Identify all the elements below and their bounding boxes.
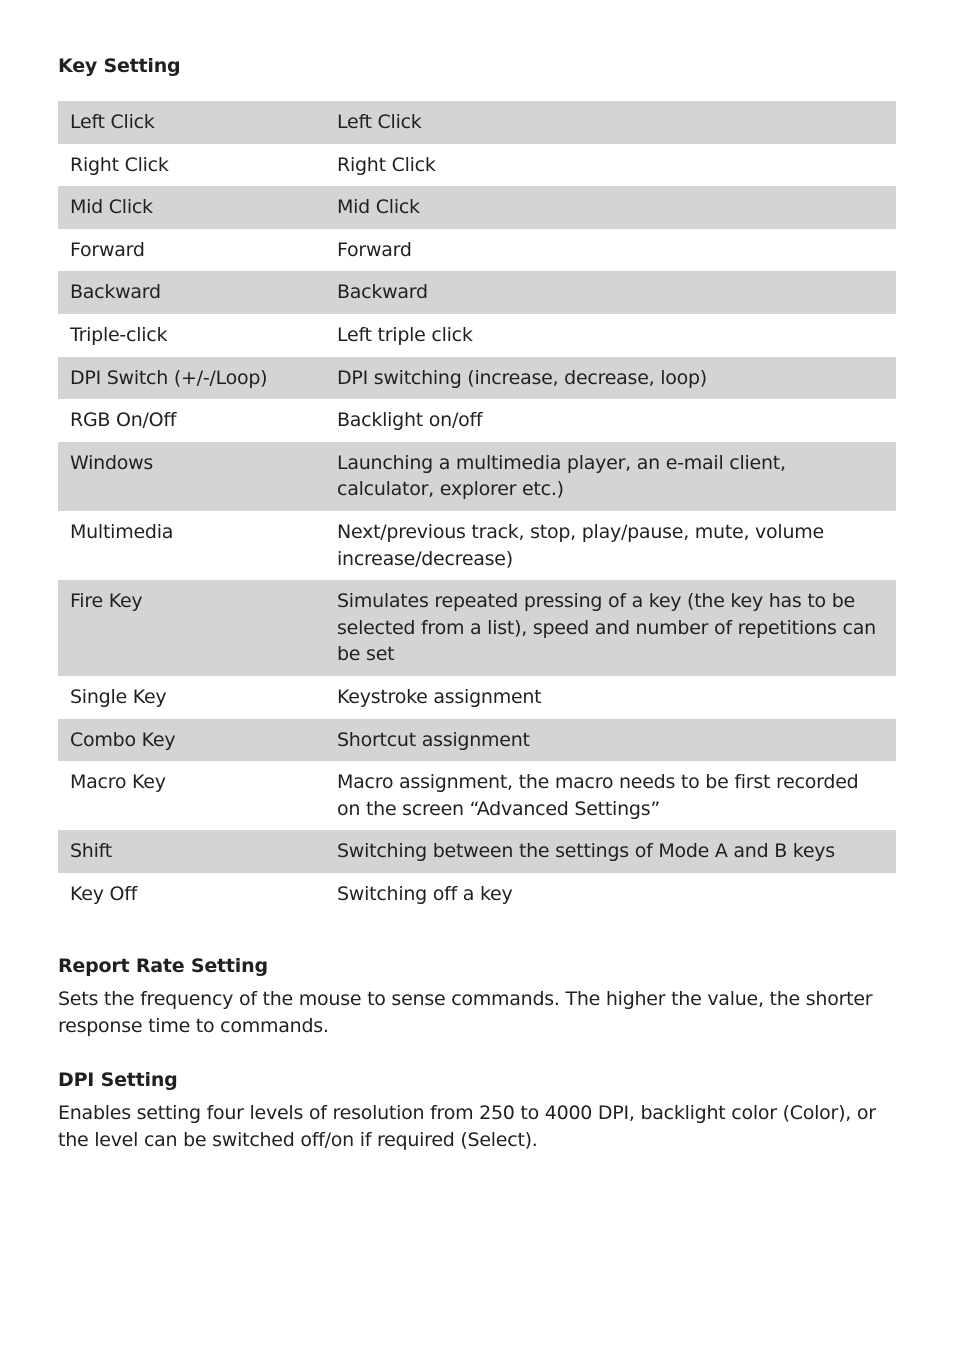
key-description: Launching a multimedia player, an e-mail client, calculator, explorer etc.) bbox=[325, 442, 896, 511]
table-row bbox=[58, 399, 896, 442]
table-row bbox=[58, 511, 896, 580]
key-name: Forward bbox=[70, 238, 145, 261]
key-description: Switching off a key bbox=[337, 882, 513, 905]
key-name: Macro Key bbox=[70, 771, 166, 794]
key-description: Next/previous track, stop, play/pause, mute, volume increase/decrease) bbox=[337, 520, 824, 570]
key-description: Backlight on/off bbox=[337, 409, 483, 432]
table-row bbox=[58, 144, 896, 187]
key-name: Key Off bbox=[70, 882, 138, 905]
key-setting-table bbox=[58, 101, 896, 915]
key-description: Right Click bbox=[337, 153, 436, 176]
table-row bbox=[58, 186, 896, 229]
table-row bbox=[58, 229, 896, 272]
key-name: Triple-click bbox=[70, 323, 168, 346]
key-description: Macro assignment, the macro needs to be first recorded on the screen “Advanced Settings” bbox=[337, 771, 859, 820]
table-row bbox=[58, 314, 896, 357]
key-setting-title: Key Setting bbox=[58, 55, 181, 77]
key-description: Mid Click bbox=[325, 186, 896, 229]
report-rate-text: Sets the frequency of the mouse to sense commands. The higher the value, the shorter response time to commands. bbox=[58, 988, 873, 1038]
key-name: Left Click bbox=[58, 101, 325, 144]
table-row bbox=[58, 357, 896, 400]
table-row bbox=[58, 830, 896, 873]
key-description: Left triple click bbox=[337, 323, 473, 346]
manual-page bbox=[58, 52, 896, 1154]
table-row bbox=[58, 442, 896, 511]
key-description: Backward bbox=[325, 271, 896, 314]
table-row bbox=[58, 580, 896, 676]
table-row bbox=[58, 271, 896, 314]
table-row bbox=[58, 761, 896, 830]
table-row bbox=[58, 873, 896, 916]
key-description: Keystroke assignment bbox=[337, 685, 542, 708]
key-name: Mid Click bbox=[58, 186, 325, 229]
table-row bbox=[58, 676, 896, 719]
key-name: Shift bbox=[58, 830, 325, 873]
key-name: Single Key bbox=[70, 685, 167, 708]
report-rate-title: Report Rate Setting bbox=[58, 955, 268, 978]
table-row bbox=[58, 101, 896, 144]
key-name: RGB On/Off bbox=[70, 409, 177, 432]
dpi-setting-text: Enables setting four levels of resolution from 250 to 4000 DPI, backlight color (Color), or the level can be switched off/on if required (Select). bbox=[58, 1102, 876, 1152]
key-description: Shortcut assignment bbox=[325, 719, 896, 762]
key-name: Combo Key bbox=[58, 719, 325, 762]
key-description: Switching between the settings of Mode A and B keys bbox=[325, 830, 896, 873]
key-description: Simulates repeated pressing of a key (the key has to be selected from a list), speed and number of repetitions can be set bbox=[325, 580, 896, 676]
key-name: Windows bbox=[58, 442, 325, 511]
table-row bbox=[58, 719, 896, 762]
key-name: DPI Switch (+/-/Loop) bbox=[58, 357, 325, 400]
key-description: DPI switching (increase, decrease, loop) bbox=[325, 357, 896, 400]
key-name: Right Click bbox=[70, 153, 169, 176]
key-description: Left Click bbox=[325, 101, 896, 144]
dpi-setting-title: DPI Setting bbox=[58, 1069, 178, 1092]
key-name: Multimedia bbox=[70, 520, 174, 543]
key-name: Backward bbox=[58, 271, 325, 314]
key-name: Fire Key bbox=[58, 580, 325, 676]
key-description: Forward bbox=[337, 238, 412, 261]
